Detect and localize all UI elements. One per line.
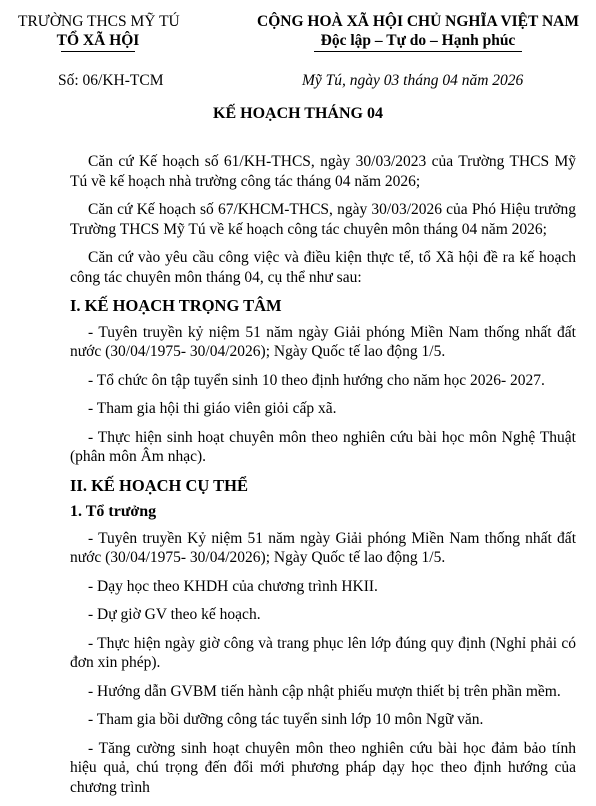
national-header [250,12,586,52]
intro-paragraph: Căn cứ Kế hoạch số 61/KH-THCS, ngày 30/03/2023 của Trường THCS Mỹ Tú về kế hoạch nhà trường công tác tháng 04 năm 2026; [70,153,576,190]
section-heading: I. KẾ HOẠCH TRỌNG TÂM [70,296,282,315]
national-motto: Độc lập – Tự do – Hạnh phúc [320,32,516,49]
list-item: - Tăng cường sinh hoạt chuyên môn theo nghiên cứu bài học đảm bảo tính hiệu quả, chú trọng đến đổi mới phương pháp dạy học theo định hướng của chương trình [70,739,576,796]
organization-header [18,12,178,52]
intro-paragraph: Căn cứ vào yêu cầu công việc và điều kiện thực tế, tổ Xã hội đề ra kế hoạch công tác chuyên môn tháng 04, cụ thể như sau: [70,249,576,286]
school-name: TRƯỜNG THCS MỸ TÚ [18,13,180,30]
list-item: - Thực hiện ngày giờ công và trang phục lên lớp đúng quy định (Nghỉ phải có đơn xin phép). [70,634,576,671]
list-item: - Dự giờ GV theo kế hoạch. [88,606,261,623]
list-item: - Tuyên truyền kỷ niệm 51 năm ngày Giải phóng Miền Nam thống nhất đất nước (30/04/1975- 30/04/2026); Ngày Quốc tế lao động 1/5. [70,323,576,360]
intro-paragraph: Căn cứ Kế hoạch số 67/KHCM-THCS, ngày 30/03/2026 của Phó Hiệu trưởng Trường THCS Mỹ Tú về kế hoạch công tác chuyên môn tháng 04 năm 2026; [70,201,576,238]
national-title: CỘNG HOÀ XÃ HỘI CHỦ NGHĨA VIỆT NAM [257,13,579,30]
list-item: - Tổ chức ôn tập tuyển sinh 10 theo định hướng cho năm học 2026- 2027. [88,371,545,389]
section-heading: II. KẾ HOẠCH CỤ THỂ [70,475,249,495]
org-underline [61,51,135,52]
list-item: - Tham gia hội thi giáo viên giỏi cấp xã. [88,400,337,417]
list-item: - Dạy học theo KHDH của chương trình HKII. [88,577,378,595]
department-name: TỔ XÃ HỘI [56,32,140,49]
document-number: Số: 06/KH-TCM [58,72,164,89]
place-date: Mỹ Tú, ngày 03 tháng 04 năm 2026 [302,72,524,89]
document-title: KẾ HOẠCH THÁNG 04 [213,105,383,122]
list-item: - Tuyên truyền Kỷ niệm 51 năm ngày Giải phóng Miền Nam thống nhất đất nước (30/04/1975- 30/04/2026); Ngày Quốc tế lao động 1/5. [70,529,576,566]
list-item: - Hướng dẫn GVBM tiến hành cập nhật phiếu mượn thiết bị trên phần mềm. [88,682,561,700]
document-body [70,152,576,806]
list-item: - Thực hiện sinh hoạt chuyên môn theo nghiên cứu bài học môn Nghệ Thuật (phân môn Âm nhạc). [70,428,576,465]
list-item: - Tham gia bồi dưỡng công tác tuyển sinh lớp 10 môn Ngữ văn. [88,711,484,728]
motto-underline [314,51,522,52]
subsection-heading: 1. Tổ trưởng [70,503,157,520]
